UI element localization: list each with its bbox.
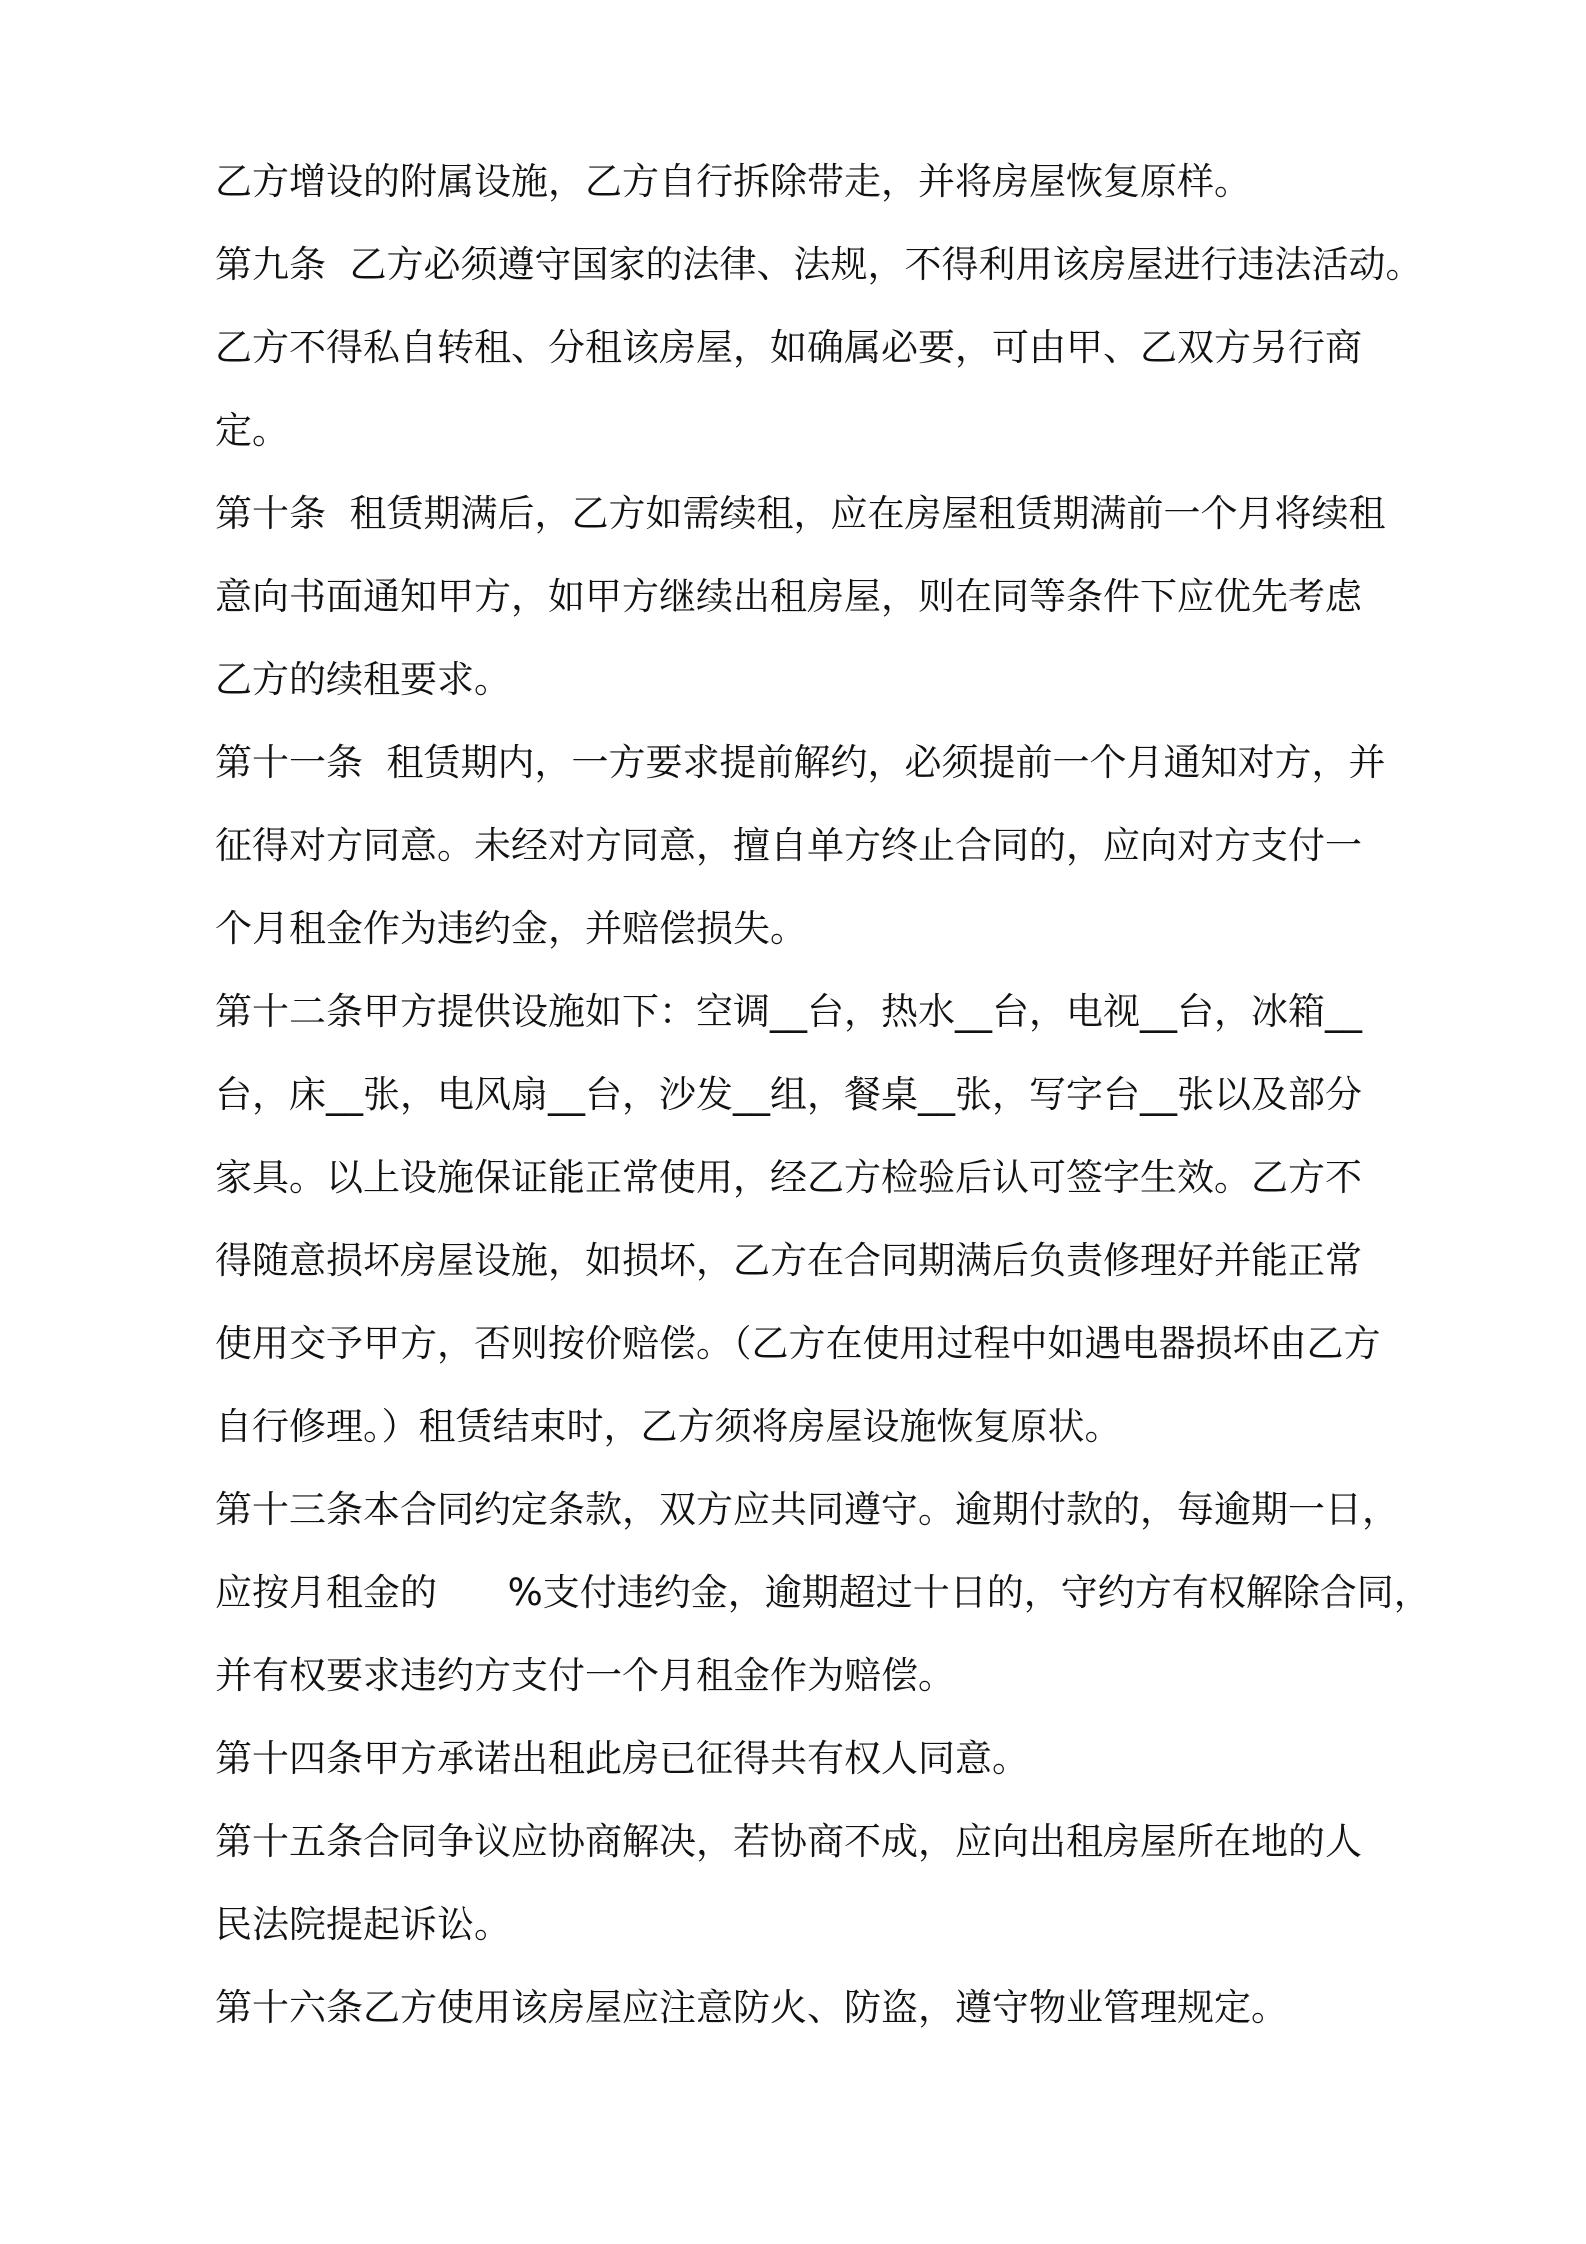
text-line: 乙方增设的附属设施，乙方自行拆除带走，并将房屋恢复原样。 xyxy=(215,160,1251,203)
text-line: 第十六条乙方使用该房屋应注意防火、防盗，遵守物业管理规定。 xyxy=(215,1986,1288,2029)
text-line: 使用交予甲方，否则按价赔偿。（乙方在使用过程中如遇电器损坏由乙方 xyxy=(215,1322,1381,1365)
text-line: 台，床__张，电风扇__台，沙发__组，餐桌__张，写字台__张以及部分 xyxy=(215,1073,1362,1116)
text-line: 第十条 租赁期满后，乙方如需续租，应在房屋租赁期满前一个月将续租 xyxy=(215,492,1386,535)
contract-text-body xyxy=(215,140,1431,2049)
text-line: 第十三条本合同约定条款，双方应共同遵守。逾期付款的，每逾期一日， xyxy=(215,1488,1399,1531)
text-line: 并有权要求违约方支付一个月租金作为赔偿。 xyxy=(215,1654,955,1697)
text-line: 民法院提起诉讼。 xyxy=(215,1903,511,1946)
text-line: 第九条 乙方必须遵守国家的法律、法规，不得利用该房屋进行违法活动。 xyxy=(215,243,1423,286)
text-line: 定。 xyxy=(215,409,289,452)
text-line: 第十四条甲方承诺出租此房已征得共有权人同意。 xyxy=(215,1737,1029,1780)
text-line: 家具。以上设施保证能正常使用，经乙方检验后认可签字生效。乙方不 xyxy=(215,1156,1362,1199)
text-line: 第十二条甲方提供设施如下：空调__台，热水__台，电视__台，冰箱__ xyxy=(215,990,1362,1033)
text-line: 自行修理。）租赁结束时，乙方须将房屋设施恢复原状。 xyxy=(215,1405,1122,1448)
text-line: 第十五条合同争议应协商解决，若协商不成，应向出租房屋所在地的人 xyxy=(215,1820,1362,1863)
text-line: 乙方不得私自转租、分租该房屋，如确属必要，可由甲、乙双方另行商 xyxy=(215,326,1362,369)
text-line: 征得对方同意。未经对方同意，擅自单方终止合同的，应向对方支付一 xyxy=(215,824,1362,867)
text-line: 应按月租金的 %支付违约金，逾期超过十日的，守约方有权解除合同， xyxy=(215,1571,1431,1614)
text-line: 得随意损坏房屋设施，如损坏，乙方在合同期满后负责修理好并能正常 xyxy=(215,1239,1362,1282)
text-line: 乙方的续租要求。 xyxy=(215,658,511,701)
text-line: 个月租金作为违约金，并赔偿损失。 xyxy=(215,907,807,950)
text-line: 第十一条 租赁期内，一方要求提前解约，必须提前一个月通知对方，并 xyxy=(215,741,1386,784)
text-line: 意向书面通知甲方，如甲方继续出租房屋，则在同等条件下应优先考虑 xyxy=(215,575,1362,618)
